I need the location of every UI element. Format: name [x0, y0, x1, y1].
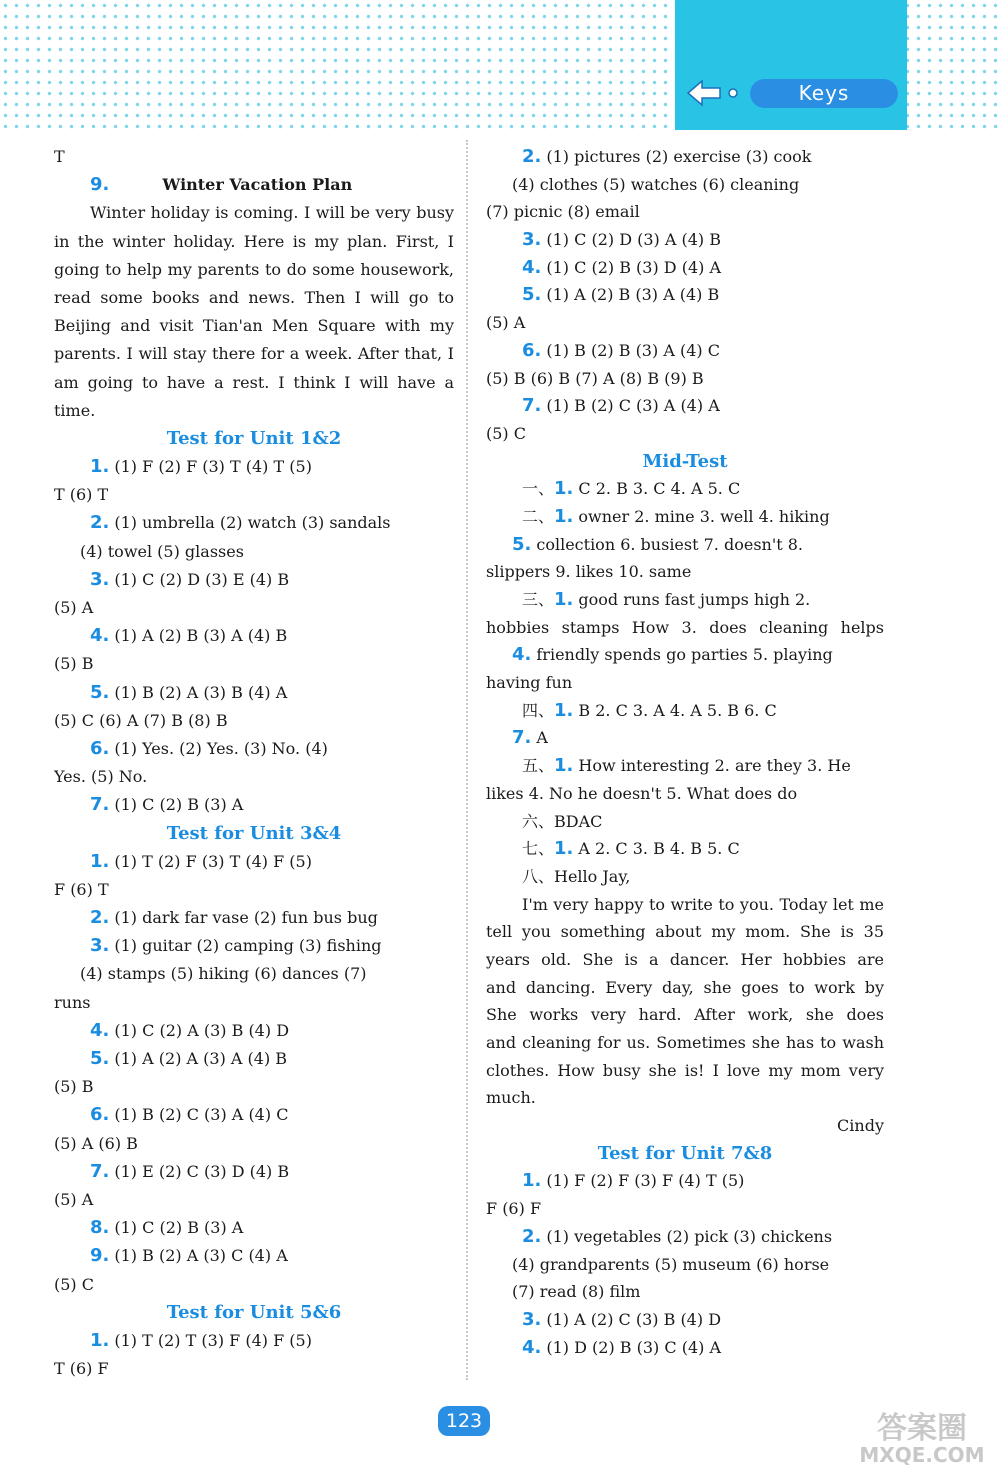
- answer-line: [486, 697, 884, 725]
- answer-line: [54, 509, 454, 537]
- answer-line: [54, 1214, 454, 1242]
- line-text: (1) B (2) B (3) A (4) C: [546, 340, 720, 360]
- line-text: (1) C (2) B (3) D (4) A: [546, 257, 722, 277]
- line-text: much.: [486, 1088, 536, 1108]
- line-text: (1) B (2) A (3) B (4) A: [114, 682, 288, 702]
- answer-line: [54, 256, 454, 284]
- question-number: 5.: [512, 533, 532, 555]
- line-text: collection 6. busiest 7. doesn't 8.: [536, 534, 804, 554]
- answer-line: [486, 1001, 884, 1029]
- question-number: 4.: [512, 644, 532, 666]
- answer-line: [54, 791, 454, 819]
- line-text: runs: [54, 992, 91, 1012]
- answer-line: [486, 503, 884, 531]
- answer-line: [486, 1057, 884, 1085]
- line-text: (5) A: [54, 1189, 94, 1209]
- question-number: 5.: [522, 284, 542, 306]
- question-number: 1.: [90, 850, 110, 872]
- line-text: (1) Yes. (2) Yes. (3) No. (4): [114, 738, 328, 758]
- answer-line: [486, 1029, 884, 1057]
- question-number: 2.: [522, 146, 542, 167]
- question-number: 2.: [522, 1225, 542, 1247]
- question-number: 3.: [522, 1308, 542, 1330]
- line-text: and cleaning for us. Sometimes she has to wash: [486, 1033, 884, 1052]
- answer-line: [54, 707, 454, 735]
- answer-line: [54, 566, 454, 594]
- line-text: (1) E (2) C (3) D (4) B: [114, 1161, 290, 1181]
- line-text: (1) A (2) B (3) A (4) B: [114, 626, 288, 646]
- line-text: (7) read (8) film: [512, 1282, 641, 1302]
- answer-line: [486, 365, 884, 393]
- question-number: 1.: [554, 505, 574, 527]
- answer-line: [486, 1306, 884, 1334]
- line-text: F (6) T: [54, 879, 109, 899]
- answer-line: [486, 752, 884, 780]
- question-number: 8.: [90, 1217, 110, 1239]
- answer-line: [54, 904, 454, 932]
- answer-line: [486, 974, 884, 1002]
- line-text: Test for Unit 5&6: [166, 1301, 342, 1323]
- answer-line: [54, 763, 454, 791]
- line-text: Winter Vacation Plan: [162, 175, 353, 195]
- line-text: owner 2. mine 3. well 4. hiking: [578, 506, 830, 526]
- section-heading: [54, 1299, 454, 1327]
- question-number: 4.: [90, 625, 110, 647]
- line-text: time.: [54, 400, 96, 420]
- line-text: (1) C (2) B (3) A: [114, 1218, 244, 1238]
- answer-line: [486, 254, 884, 282]
- answer-line: [54, 594, 454, 622]
- question-number: 1.: [554, 589, 574, 610]
- question-number: 1.: [554, 478, 574, 500]
- answer-line: [54, 1130, 454, 1158]
- line-text: parents. I will stay there for a week. After that, I: [54, 344, 454, 364]
- line-text: (1) dark far vase (2) fun bus bug: [114, 908, 378, 928]
- answer-line: [486, 808, 884, 836]
- answer-line: [54, 960, 454, 988]
- line-text: read some books and news. Then I will go to: [54, 287, 454, 307]
- answer-line: [54, 369, 454, 397]
- answer-line: [486, 1223, 884, 1251]
- line-text: hobbies stamps How 3. does cleaning helps: [486, 617, 884, 637]
- question-number: 1.: [90, 456, 110, 478]
- watermark-logo: [852, 1402, 992, 1468]
- answer-line: [54, 1101, 454, 1129]
- line-text: clothes. How busy she is! I love my mom very: [486, 1060, 884, 1080]
- header-band: [0, 0, 1000, 130]
- answer-line: [54, 1045, 454, 1073]
- line-text: slippers 9. likes 10. same: [486, 562, 692, 582]
- line-text: (1) A (2) A (3) A (4) B: [114, 1049, 288, 1068]
- answer-line: [486, 475, 884, 503]
- part-marker: 五、: [522, 756, 555, 776]
- section-heading: [486, 1140, 884, 1168]
- line-text: She works very hard. After work, she does: [486, 1005, 884, 1025]
- line-text: 八、Hello Jay,: [522, 866, 631, 886]
- answer-line: [54, 228, 454, 256]
- line-text: Test for Unit 3&4: [166, 822, 342, 844]
- line-text: (1) B (2) A (3) C (4) A: [114, 1246, 288, 1266]
- line-text: (5) B (6) B (7) A (8) B (9) B: [486, 368, 704, 388]
- answer-line: [54, 538, 454, 566]
- line-text: (1) guitar (2) camping (3) fishing: [114, 936, 382, 956]
- answer-line: [486, 780, 884, 808]
- line-text: (5) B: [54, 1077, 94, 1097]
- question-number: 7.: [90, 1160, 110, 1182]
- answer-line: [54, 848, 454, 876]
- answer-line: [54, 143, 454, 171]
- line-text: Test for Unit 1&2: [166, 427, 342, 449]
- part-marker: 三、: [522, 590, 555, 609]
- line-text: Yes. (5) No.: [54, 767, 148, 787]
- answer-line: [54, 1271, 454, 1299]
- answer-line: [486, 614, 884, 642]
- answer-line: [486, 558, 884, 586]
- line-text: B 2. C 3. A 4. A 5. B 6. C: [578, 700, 777, 720]
- line-text: (4) clothes (5) watches (6) cleaning: [512, 174, 800, 194]
- answer-line: [486, 946, 884, 974]
- watermark-top: 答案圈: [877, 1411, 967, 1446]
- line-text: (5) A: [486, 313, 526, 333]
- line-text: I'm very happy to write to you. Today let me: [522, 894, 884, 914]
- question-number: 1.: [554, 755, 574, 777]
- question-number: 1.: [554, 699, 574, 721]
- answer-line: [486, 1084, 884, 1112]
- question-number: 6.: [522, 339, 542, 361]
- answer-line: [486, 226, 884, 254]
- answer-line: [486, 863, 884, 891]
- answer-line: [486, 641, 884, 669]
- answer-line: [54, 622, 454, 650]
- line-text: (1) B (2) C (3) A (4) A: [546, 396, 720, 416]
- answer-line: [486, 420, 884, 448]
- answer-line: [54, 932, 454, 960]
- line-text: (1) A (2) C (3) B (4) D: [546, 1309, 722, 1329]
- answer-line: [54, 1158, 454, 1186]
- line-text: A 2. C 3. B 4. B 5. C: [578, 839, 740, 859]
- answer-line: [54, 1073, 454, 1101]
- line-text: 六、BDAC: [522, 811, 603, 831]
- line-text: (1) pictures (2) exercise (3) cook: [546, 147, 812, 166]
- answer-line: [486, 198, 884, 226]
- back-arrow-icon: [686, 76, 742, 110]
- line-text: (1) F (2) F (3) F (4) T (5): [546, 1171, 745, 1191]
- line-text: (1) D (2) B (3) C (4) A: [546, 1337, 722, 1357]
- line-text: Cindy: [837, 1116, 884, 1136]
- question-number: 6.: [90, 1104, 110, 1126]
- line-text: having fun: [486, 673, 573, 693]
- answer-line: [54, 397, 454, 425]
- part-marker: 四、: [522, 700, 555, 720]
- answer-line: [54, 1017, 454, 1045]
- answer-line: [54, 199, 454, 227]
- line-text: (1) T (2) F (3) T (4) F (5): [114, 851, 312, 871]
- question-number: 3.: [90, 935, 110, 957]
- line-text: good runs fast jumps high 2.: [578, 590, 811, 609]
- answer-line: [54, 650, 454, 678]
- answer-line: [486, 1195, 884, 1223]
- page-number: 123: [438, 1406, 490, 1436]
- line-text: T: [54, 147, 65, 166]
- line-text: likes 4. No he doesn't 5. What does do: [486, 783, 798, 803]
- line-text: (1) C (2) A (3) B (4) D: [114, 1020, 290, 1040]
- line-text: tell you something about my mom. She is 35: [486, 922, 884, 942]
- answer-line: [486, 1251, 884, 1279]
- line-text: (1) T (2) T (3) F (4) F (5): [114, 1330, 312, 1350]
- question-number: 1.: [554, 838, 574, 860]
- line-text: (1) B (2) C (3) A (4) C: [114, 1105, 289, 1125]
- answer-line: [54, 1186, 454, 1214]
- line-text: (5) B: [54, 654, 94, 674]
- answer-line: [486, 918, 884, 946]
- answer-line: [54, 453, 454, 481]
- question-number: 7.: [90, 794, 110, 816]
- watermark-bottom: MXQE.COM: [859, 1443, 985, 1467]
- line-text: am going to have a rest. I think I will have a: [54, 372, 454, 392]
- line-text: A: [536, 728, 548, 748]
- line-text: (1) A (2) B (3) A (4) B: [546, 285, 720, 305]
- section-heading: [54, 425, 454, 453]
- question-number: 9.: [90, 174, 110, 196]
- line-text: How interesting 2. are they 3. He: [578, 756, 851, 776]
- line-text: (5) A: [54, 598, 94, 617]
- line-text: (5) A (6) B: [54, 1133, 138, 1153]
- answer-line: [54, 679, 454, 707]
- line-text: (5) C: [54, 1274, 94, 1294]
- answer-line: [54, 876, 454, 904]
- answer-line: [486, 281, 884, 309]
- line-text: (5) C: [486, 423, 526, 443]
- line-text: years old. She is a dancer. Her hobbies are: [486, 949, 884, 969]
- answer-line: [486, 143, 884, 171]
- line-text: (5) C (6) A (7) B (8) B: [54, 710, 228, 730]
- answer-line: [54, 312, 454, 340]
- part-marker: 二、: [522, 506, 555, 526]
- line-text: T (6) F: [54, 1359, 109, 1379]
- question-number: 2.: [90, 907, 110, 929]
- answer-line: [486, 1167, 884, 1195]
- answer-line: [486, 835, 884, 863]
- question-number: 9.: [90, 1245, 110, 1267]
- question-number: 3.: [90, 568, 110, 590]
- line-text: C 2. B 3. C 4. A 5. C: [578, 479, 741, 499]
- answer-line: [486, 669, 884, 697]
- answer-line: [486, 337, 884, 365]
- question-number: 4.: [522, 1336, 542, 1358]
- answer-line: [54, 171, 454, 199]
- section-heading: [54, 820, 454, 848]
- answer-line: [486, 1278, 884, 1306]
- line-text: (1) C (2) B (3) A: [114, 795, 244, 815]
- question-number: 1.: [522, 1170, 542, 1192]
- answer-line: [486, 724, 884, 752]
- answer-line: [54, 1242, 454, 1270]
- question-number: 5.: [90, 681, 110, 703]
- line-text: (1) F (2) F (3) T (4) T (5): [114, 457, 312, 477]
- question-number: 2.: [90, 512, 110, 534]
- column-divider: [466, 140, 468, 1380]
- line-text: (7) picnic (8) email: [486, 202, 640, 222]
- line-text: Test for Unit 7&8: [597, 1142, 773, 1164]
- left-column: [54, 143, 454, 1383]
- line-text: (4) towel (5) glasses: [80, 541, 244, 561]
- question-number: 7.: [522, 395, 542, 417]
- answer-line: [486, 586, 884, 614]
- line-text: Beijing and visit Tian'an Men Square with my: [54, 316, 454, 336]
- line-text: (1) C (2) D (3) E (4) B: [114, 569, 290, 589]
- line-text: (4) stamps (5) hiking (6) dances (7): [80, 964, 367, 984]
- answer-line: [486, 1334, 884, 1362]
- answer-line: [486, 392, 884, 420]
- question-number: 5.: [90, 1048, 110, 1069]
- part-marker: 七、: [522, 839, 555, 859]
- line-text: in the winter holiday. Here is my plan. First, I: [54, 231, 454, 251]
- answer-line: [486, 1112, 884, 1140]
- answer-line: [54, 989, 454, 1017]
- question-number: 4.: [90, 1019, 110, 1041]
- line-text: (1) umbrella (2) watch (3) sandals: [114, 513, 391, 533]
- answer-line: [54, 284, 454, 312]
- answer-line: [54, 481, 454, 509]
- line-text: F (6) F: [486, 1199, 542, 1219]
- line-text: (4) grandparents (5) museum (6) horse: [512, 1254, 830, 1274]
- keys-label: Keys: [750, 79, 898, 108]
- line-text: (1) vegetables (2) pick (3) chickens: [546, 1226, 833, 1246]
- answer-line: [486, 171, 884, 199]
- part-marker: 一、: [522, 479, 555, 499]
- line-text: T (6) T: [54, 485, 109, 505]
- line-text: Winter holiday is coming. I will be very busy: [90, 203, 454, 223]
- answer-line: [54, 1327, 454, 1355]
- question-number: 1.: [90, 1329, 110, 1351]
- line-text: friendly spends go parties 5. playing: [536, 645, 833, 665]
- question-number: 6.: [90, 737, 110, 759]
- answer-line: [54, 1355, 454, 1383]
- answer-line: [54, 735, 454, 763]
- header-tab: [675, 0, 907, 130]
- answer-line: [486, 531, 884, 559]
- answer-line: [486, 309, 884, 337]
- line-text: and dancing. Every day, she goes to work by: [486, 977, 884, 997]
- line-text: going to help my parents to do some housework,: [54, 259, 454, 279]
- section-heading: [486, 448, 884, 476]
- line-text: (1) C (2) D (3) A (4) B: [546, 230, 722, 250]
- answer-line: [486, 891, 884, 919]
- question-number: 7.: [512, 727, 532, 749]
- answer-line: [54, 340, 454, 368]
- question-number: 4.: [522, 256, 542, 278]
- line-text: Mid-Test: [642, 450, 728, 472]
- right-column: [486, 143, 884, 1361]
- question-number: 3.: [522, 229, 542, 251]
